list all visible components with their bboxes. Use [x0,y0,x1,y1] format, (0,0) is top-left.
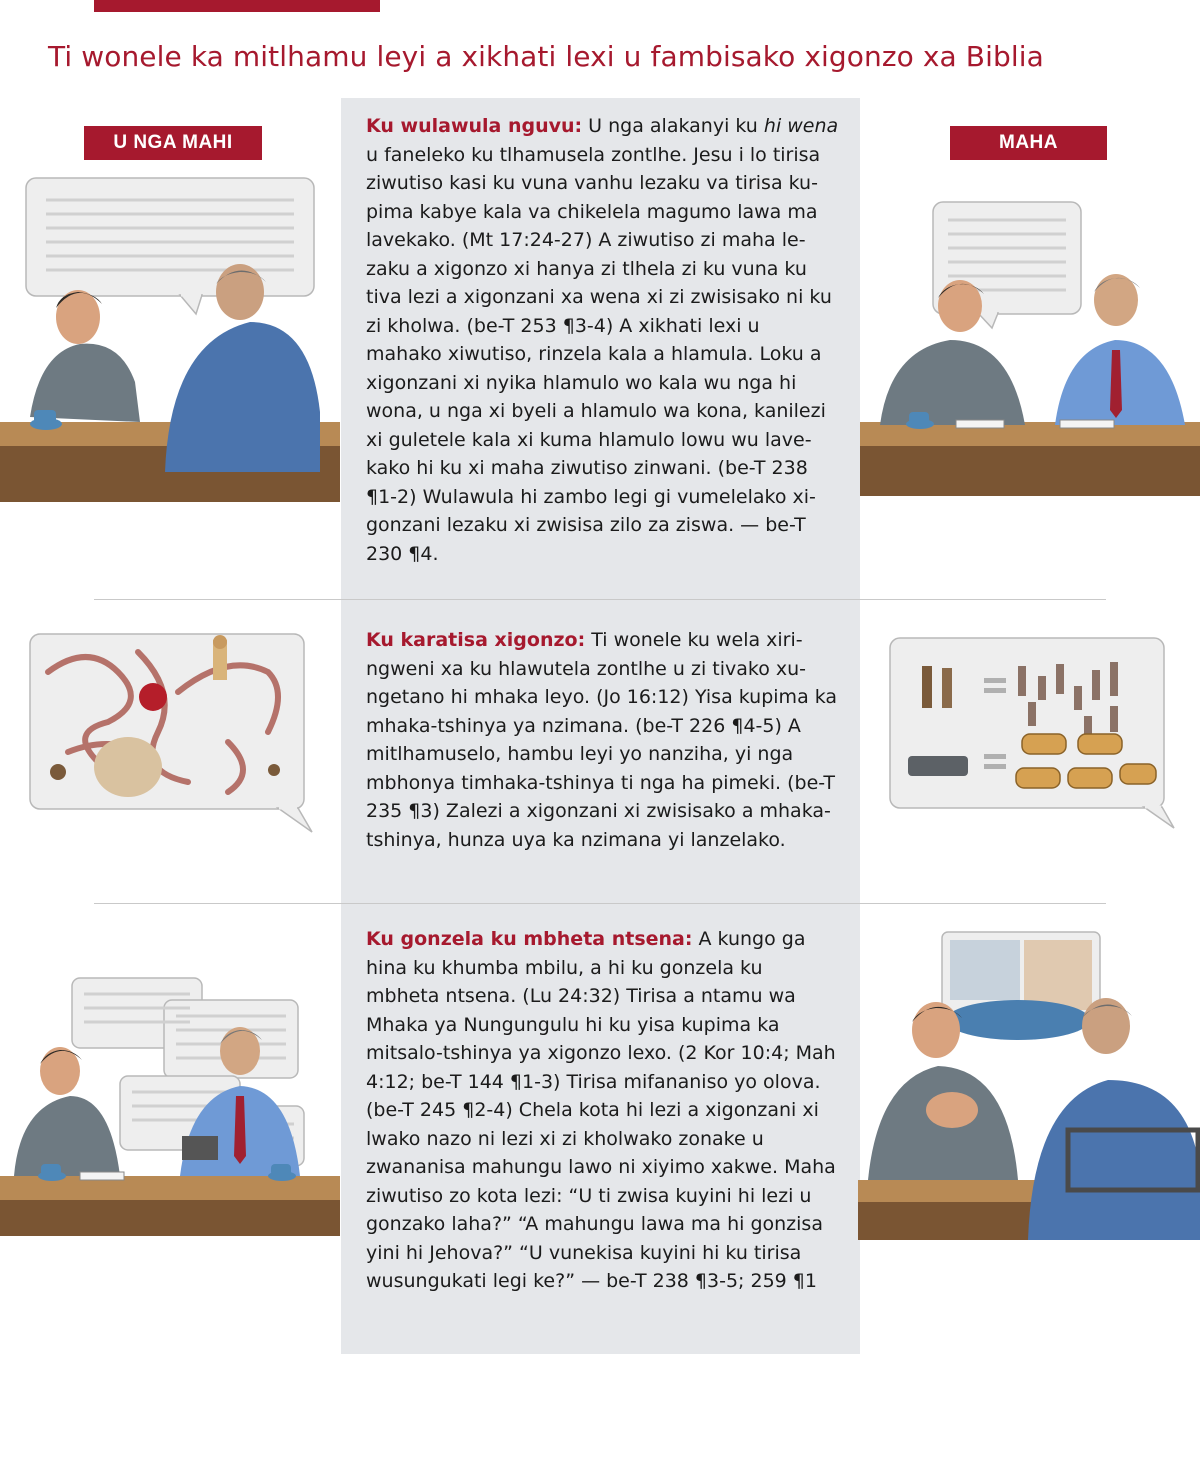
tip-heading: Ku wulawula nguvu: [366,115,583,137]
section-divider [94,903,1106,904]
right-column-label: MAHA [950,126,1107,160]
illustration-wrong-head-only [0,976,340,1236]
illustration-right-heart [858,930,1200,1240]
tip-heading: Ku karatisa xigonzo: [366,629,586,651]
tip-complicate-study [366,626,840,854]
tip-heading: Ku gonzela ku mbheta ntsena: [366,928,693,950]
tip-teach-only-head [366,925,840,1296]
tip-body: U nga alakanyi ku [582,115,764,137]
wrong-column-label: U NGA MAHI [84,126,262,160]
section-divider [94,599,1106,600]
illustration-right-discussion [860,200,1200,500]
tip-body: Ti wonele ku wela xiringweni xa ku hlawutela zontlhe u zi tivako xungetano hi mhaka leyo. (Jo 16:12) Yisa kupima ka mhaka-tshinya ya nzimana. (be-T 226 ¶4-5) A mitlhamuselo, hambu leyi yo nanziha, yi nga mbhonya timhaka-tshinya ti nga ha pimeki. (be-T 235 ¶3) Zalezi a xigonzani xi zwisisako a mhaka-tshinya, hunza uya ka nzimana yi lanzelako. [366,629,838,851]
tip-emphasis: hi wena [763,115,839,137]
illustration-wrong-complicated [28,632,318,837]
illustration-wrong-talking [0,172,340,502]
page-title: Ti wonele ka mitlhamu leyi a xikhati lexi u fambisako xigonzo xa Biblia [48,40,1044,73]
tip-body: A kungo ga hina ku khumba mbilu, a hi ku gonzela ku mbheta ntsena. (Lu 24:32) Tirisa a ntamu wa Mhaka ya Nungungulu hi ku yisa kupima ka mitsalo-tshinya ya xigonzo lexo. (2 Kor 10:4; Mah 4:12; be-T 144 ¶1-3) Tirisa mifananiso yo olova. (be-T 245 ¶2-4) Chela kota hi lezi a xigonzani xi lwako nazo ni lezi xi zi kholwako zonake u zwananisa mahungu lawo ni xiyimo xakwe. Maha ziwutiso zo kota lezi: “U ti zwisa kuyini hi lezi u gonzako laha?” “A mahungu lawa ma hi gonzisa yini hi Jehova?” “U vunekisa kuyini hi ku tirisa wusungukati legi ke?” — be-T 238 ¶3-5; 259 ¶1 [366,928,836,1292]
top-accent-bar [94,0,380,12]
tip-body: u faneleko ku tlhamusela zontlhe. Jesu i lo tirisa ziwutiso kasi ku vuna vanhu lezaku va tirisa kupima kabye kala va chikelela magumo lawa ma lavekako. (Mt 17:24-27) A ziwutiso zi maha lezaku a xigonzo xi hanya zi tlhela zi ku vuna ku tiva lezi a xigonzani xa wena xi zi zwisisako ni ku zi kholwa. (be-T 253 ¶3-4) A xikhati lexi u mahako xiwutiso, rinzela kala a hlamula. Loku a xigonzani xi nyika hlamulo wo kala wu nga hi wona, u nga xi byeli a hlamulo wa kona, kanilezi xi guletele kala xi kuma hlamulo lowu wu lavekako hi ku xi maha ziwutiso zinwani. (be-T 238 ¶1-2) Wulawula hi zambo legi gi vumelelako xigonzani lezaku xi zwisisa zilo za ziswa. — be-T 230 ¶4. [366,143,832,565]
illustration-right-simple [888,636,1178,831]
tip-speak-too-much [366,112,840,568]
